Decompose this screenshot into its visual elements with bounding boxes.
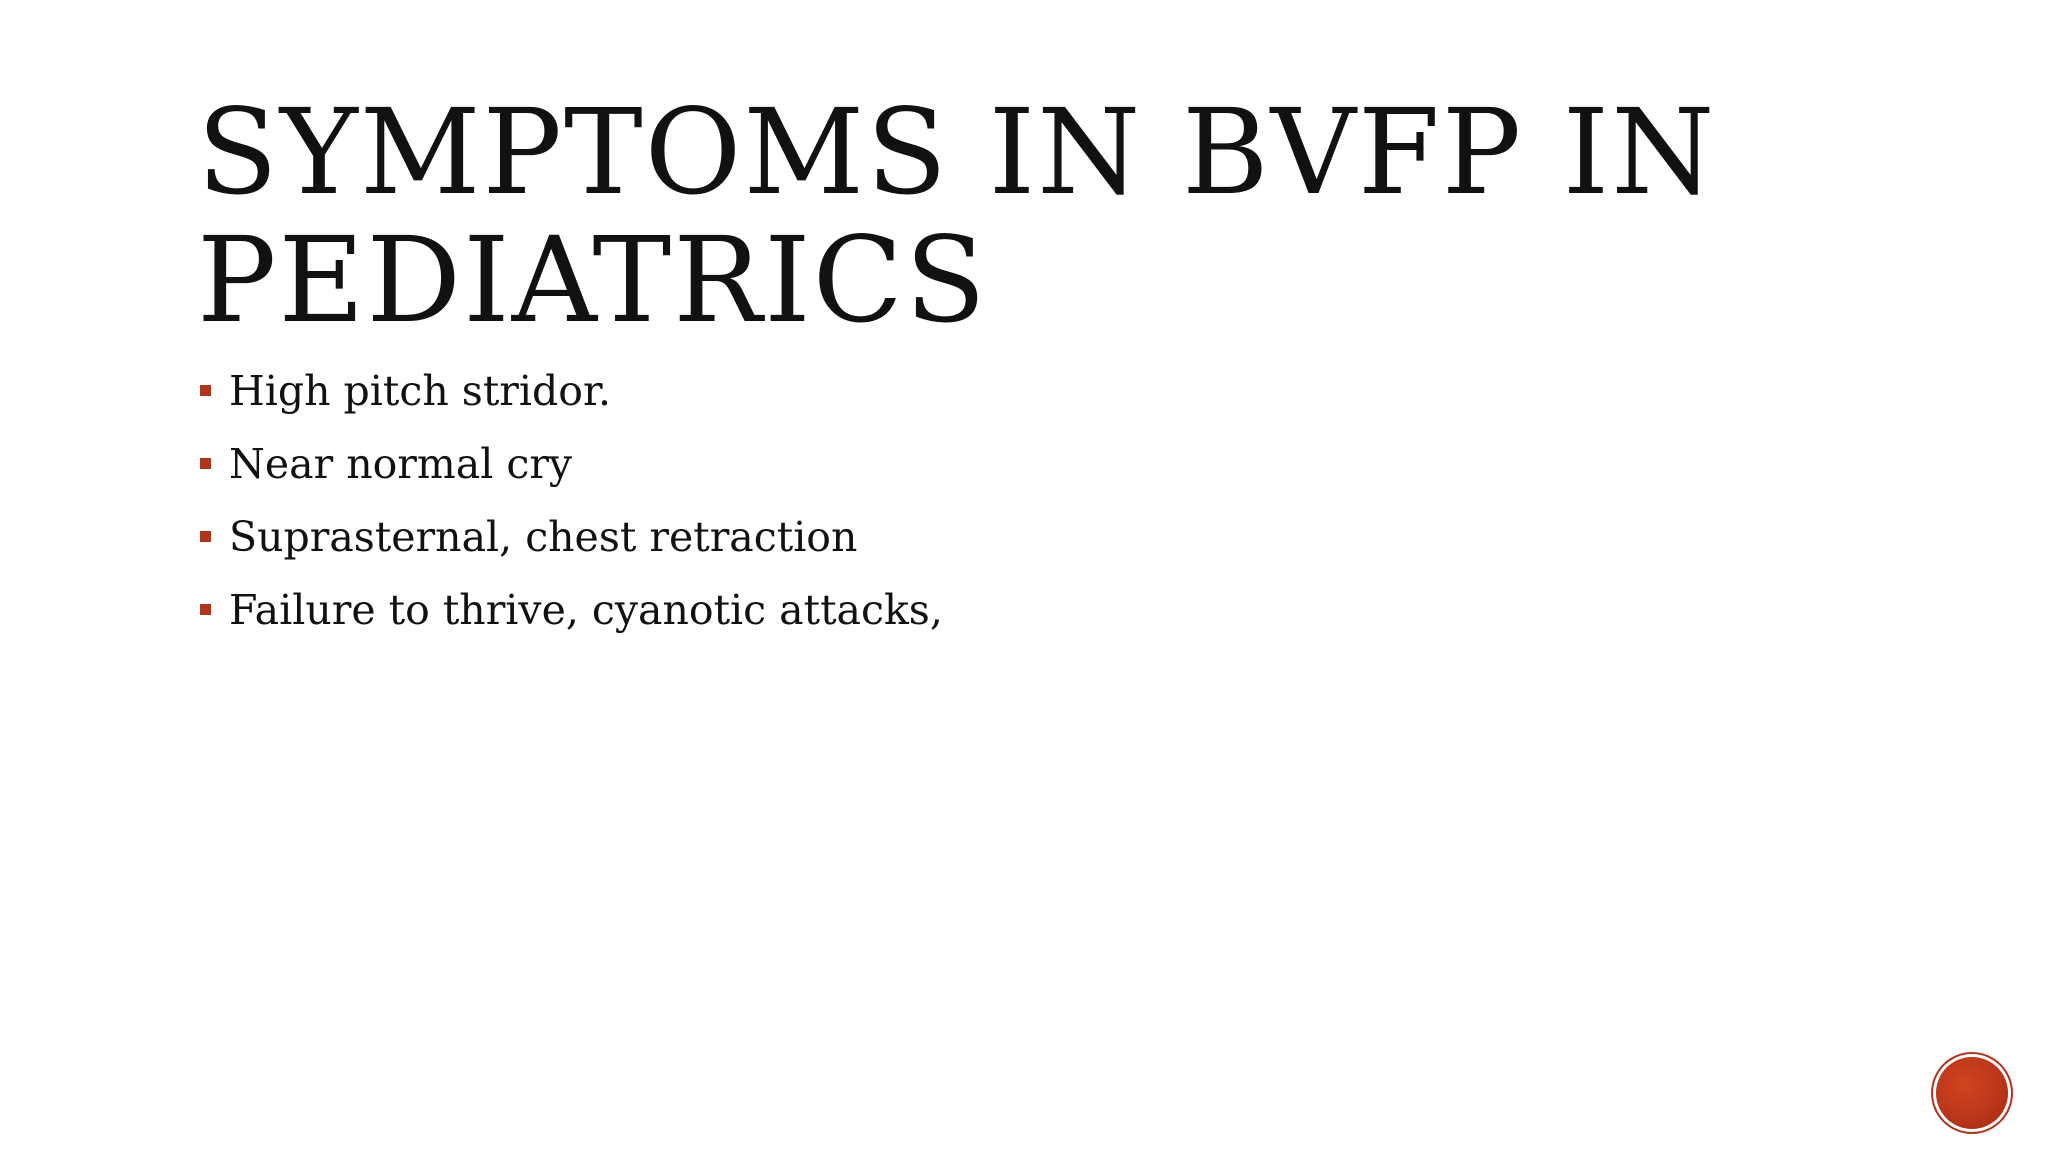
slide-title — [197, 83, 1897, 349]
square-bullet-icon — [200, 531, 211, 542]
bullet-item — [197, 436, 943, 509]
bullet-item — [197, 582, 943, 655]
slide-title-line-2: PEDIATRICS — [197, 211, 988, 349]
bullet-item — [197, 509, 943, 582]
square-bullet-icon — [200, 385, 211, 396]
square-bullet-icon — [200, 604, 211, 615]
slide-title-line-1: SYMPTOMS IN BVFP IN — [197, 83, 1717, 221]
bullet-text: Suprasternal, chest retraction — [229, 513, 858, 561]
bullet-text: High pitch stridor. — [229, 367, 612, 415]
bullet-text: Failure to thrive, cyanotic attacks, — [229, 586, 943, 634]
bullet-item — [197, 363, 943, 436]
circle-button-icon[interactable] — [1936, 1057, 2008, 1129]
bullet-text: Near normal cry — [229, 440, 573, 488]
square-bullet-icon — [200, 458, 211, 469]
bullet-list — [197, 363, 943, 655]
